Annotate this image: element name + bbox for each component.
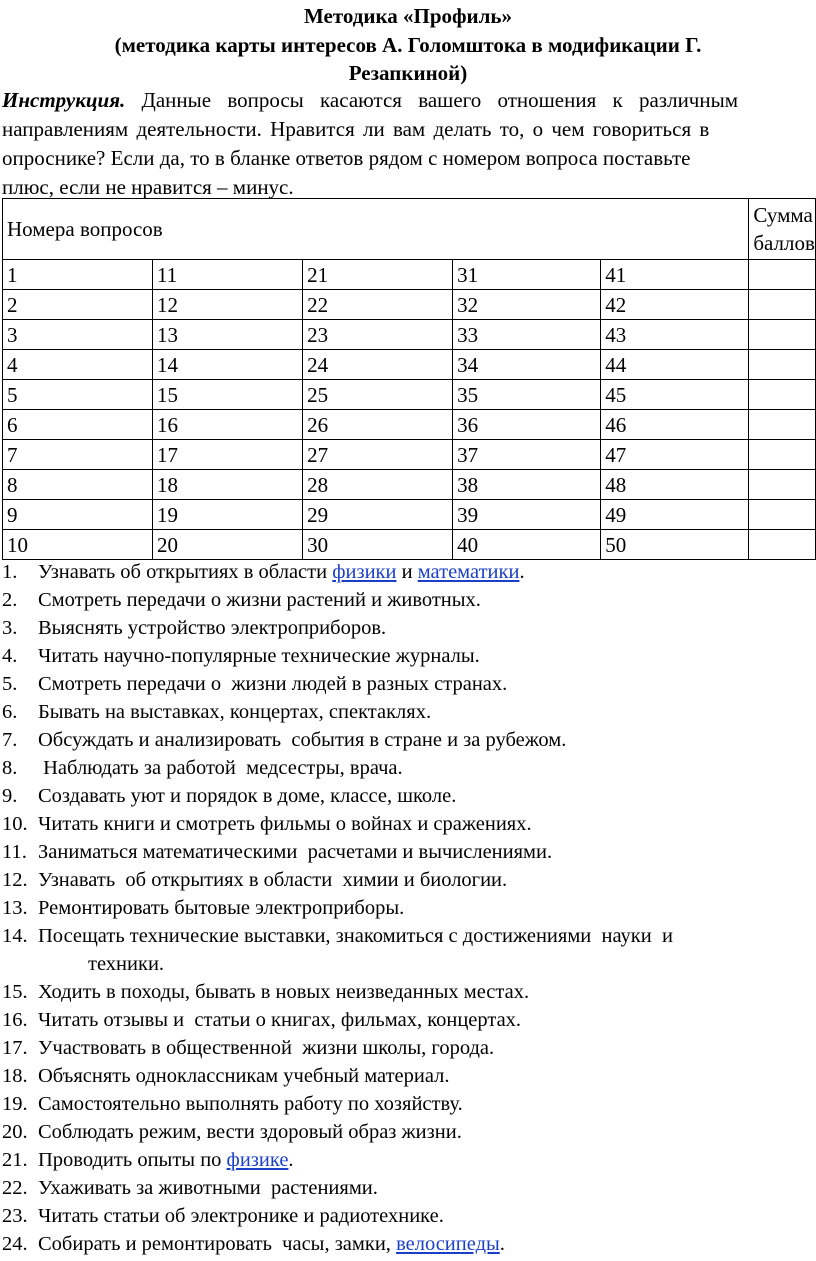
item-text: Читать книги и смотреть фильмы о войнах и сражениях. xyxy=(38,813,532,835)
item-number: 18. xyxy=(2,1065,28,1087)
item-text: Соблюдать режим, вести здоровый образ жизни. xyxy=(38,1121,462,1143)
list-item xyxy=(0,1146,816,1174)
sum-cell[interactable] xyxy=(749,470,816,500)
item-text: Читать научно-популярные технические журналы. xyxy=(38,645,480,667)
header-sum-line2: баллов xyxy=(753,231,815,255)
table-cell: 34 xyxy=(453,350,601,380)
sum-cell[interactable] xyxy=(749,290,816,320)
item-text: Наблюдать за работой медсестры, врача. xyxy=(38,757,403,779)
table-cell: 21 xyxy=(303,260,453,290)
item-number: 4. xyxy=(2,645,18,667)
table-cell: 15 xyxy=(153,380,303,410)
item-text-part: . xyxy=(499,1233,505,1255)
sum-cell[interactable] xyxy=(749,410,816,440)
table-row xyxy=(3,500,816,530)
item-text: Ухаживать за животными растениями. xyxy=(38,1177,378,1199)
list-item xyxy=(0,1118,816,1146)
instruction-text-1: Данные вопросы касаются вашего отношения к различным xyxy=(141,88,739,112)
sum-cell[interactable] xyxy=(749,350,816,380)
table-row xyxy=(3,410,816,440)
table-cell: 46 xyxy=(601,410,749,440)
item-number: 6. xyxy=(2,701,18,723)
page-subtitle-line1: (методика карты интересов А. Голомштока в модификации Г. xyxy=(114,33,702,57)
item-text: Обсуждать и анализировать события в стране и за рубежом. xyxy=(38,729,567,751)
item-number: 23. xyxy=(2,1205,28,1227)
list-item xyxy=(0,670,816,698)
table-cell: 40 xyxy=(453,530,601,560)
table-row xyxy=(3,260,816,290)
table-cell: 3 xyxy=(3,320,153,350)
table-cell: 18 xyxy=(153,470,303,500)
table-cell: 47 xyxy=(601,440,749,470)
item-number: 24. xyxy=(2,1233,28,1255)
item-text: Заниматься математическими расчетами и вычислениями. xyxy=(38,841,553,863)
table-cell: 16 xyxy=(153,410,303,440)
item-number: 10. xyxy=(2,813,28,835)
list-item xyxy=(0,1034,816,1062)
table-cell: 33 xyxy=(453,320,601,350)
item-text xyxy=(38,1230,505,1258)
list-item xyxy=(0,782,816,810)
table-cell: 41 xyxy=(601,260,749,290)
item-number: 2. xyxy=(2,589,18,611)
sum-cell[interactable] xyxy=(749,500,816,530)
list-item xyxy=(0,1062,816,1090)
item-text: Бывать на выставках, концертах, спектаклях. xyxy=(38,701,432,723)
list-item xyxy=(0,1090,816,1118)
item-number: 12. xyxy=(2,869,28,891)
item-text: Читать отзывы и статьи о книгах, фильмах, концертах. xyxy=(38,1009,522,1031)
sum-cell[interactable] xyxy=(749,440,816,470)
table-cell: 12 xyxy=(153,290,303,320)
list-item xyxy=(0,894,816,922)
table-cell: 45 xyxy=(601,380,749,410)
item-text: Участвовать в общественной жизни школы, города. xyxy=(38,1037,495,1059)
table-cell: 9 xyxy=(3,500,153,530)
table-row xyxy=(3,530,816,560)
table-cell: 27 xyxy=(303,440,453,470)
table-cell: 29 xyxy=(303,500,453,530)
table-row xyxy=(3,470,816,500)
item-text-part: . xyxy=(288,1149,294,1171)
table-cell: 48 xyxy=(601,470,749,500)
sum-cell[interactable] xyxy=(749,380,816,410)
item-text: Создавать уют и порядок в доме, классе, школе. xyxy=(38,785,457,807)
table-cell: 30 xyxy=(303,530,453,560)
table-cell: 25 xyxy=(303,380,453,410)
item-text: Выяснять устройство электроприборов. xyxy=(38,617,387,639)
item-text: Объяснять одноклассникам учебный материал. xyxy=(38,1065,450,1087)
link-bicycles[interactable]: велосипеды xyxy=(396,1233,500,1255)
sum-cell[interactable] xyxy=(749,260,816,290)
item-text: Ходить в походы, бывать в новых неизведанных местах. xyxy=(38,981,530,1003)
item-text: Ремонтировать бытовые электроприборы. xyxy=(38,897,405,919)
list-item xyxy=(0,838,816,866)
list-item xyxy=(0,586,816,614)
table-row xyxy=(3,440,816,470)
table-cell: 7 xyxy=(3,440,153,470)
table-cell: 11 xyxy=(153,260,303,290)
item-number: 20. xyxy=(2,1121,28,1143)
header-sum-line1: Сумма xyxy=(753,203,813,227)
list-item xyxy=(0,1174,816,1202)
list-item xyxy=(0,726,816,754)
table-cell: 35 xyxy=(453,380,601,410)
table-cell: 39 xyxy=(453,500,601,530)
item-number: 17. xyxy=(2,1037,28,1059)
list-item xyxy=(0,1006,816,1034)
table-row xyxy=(3,320,816,350)
item-text: Посещать технические выставки, знакомиться с достижениями науки и xyxy=(38,925,673,947)
link-physics[interactable]: физики xyxy=(332,561,397,583)
table-cell: 5 xyxy=(3,380,153,410)
item-text: Самостоятельно выполнять работу по хозяйству. xyxy=(38,1093,463,1115)
table-row xyxy=(3,350,816,380)
list-item xyxy=(0,978,816,1006)
table-row xyxy=(3,290,816,320)
table-cell: 28 xyxy=(303,470,453,500)
table-cell: 19 xyxy=(153,500,303,530)
list-item xyxy=(0,698,816,726)
table-cell: 4 xyxy=(3,350,153,380)
header-sum-points xyxy=(749,199,816,260)
list-item xyxy=(0,1230,816,1258)
item-text: Смотреть передачи о жизни растений и животных. xyxy=(38,589,481,611)
question-list xyxy=(0,558,816,1258)
item-number: 3. xyxy=(2,617,18,639)
item-text: Смотреть передачи о жизни людей в разных странах. xyxy=(38,673,508,695)
instruction-line-1 xyxy=(2,86,816,115)
list-item xyxy=(0,1202,816,1230)
link-mathematics[interactable]: математики xyxy=(417,561,520,583)
header-question-numbers: Номера вопросов xyxy=(3,199,749,260)
instruction-line-2: направлениям деятельности. Нравится ли вам делать то, о чем говориться в xyxy=(2,117,710,141)
list-item xyxy=(0,558,816,586)
instruction-line-3: опроснике? Если да, то в бланке ответов рядом с номером вопроса поставьте xyxy=(2,146,691,170)
item-number: 15. xyxy=(2,981,28,1003)
table-cell: 10 xyxy=(3,530,153,560)
item-number: 5. xyxy=(2,673,18,695)
item-number: 19. xyxy=(2,1093,28,1115)
item-text-part: . xyxy=(519,561,525,583)
answer-sheet-table xyxy=(2,198,816,560)
table-cell: 13 xyxy=(153,320,303,350)
list-item xyxy=(0,614,816,642)
item-number: 13. xyxy=(2,897,28,919)
item-text-part: Собирать и ремонтировать часы, замки, xyxy=(38,1233,397,1255)
table-cell: 20 xyxy=(153,530,303,560)
table-cell: 6 xyxy=(3,410,153,440)
item-number: 7. xyxy=(2,729,18,751)
item-number: 1. xyxy=(2,561,18,583)
table-cell: 49 xyxy=(601,500,749,530)
page-title: Методика «Профиль» xyxy=(303,4,513,28)
table-cell: 44 xyxy=(601,350,749,380)
table-row xyxy=(3,380,816,410)
item-text-continued: техники. xyxy=(88,953,165,975)
instruction-line-4: плюс, если не нравится – минус. xyxy=(2,175,294,199)
table-cell: 22 xyxy=(303,290,453,320)
table-header-row xyxy=(3,199,816,260)
table-cell: 42 xyxy=(601,290,749,320)
table-cell: 1 xyxy=(3,260,153,290)
item-number: 22. xyxy=(2,1177,28,1199)
list-item xyxy=(0,866,816,894)
sum-cell[interactable] xyxy=(749,320,816,350)
table-cell: 37 xyxy=(453,440,601,470)
item-text-part: Проводить опыты по xyxy=(38,1149,227,1171)
page-subtitle-line2: Резапкиной) xyxy=(348,61,468,85)
table-cell: 14 xyxy=(153,350,303,380)
list-item xyxy=(0,922,816,978)
table-cell: 26 xyxy=(303,410,453,440)
item-number: 14. xyxy=(2,925,28,947)
instruction-label: Инструкция. xyxy=(2,88,126,112)
table-cell: 24 xyxy=(303,350,453,380)
item-text xyxy=(38,1146,294,1174)
table-cell: 32 xyxy=(453,290,601,320)
item-number: 8. xyxy=(2,757,18,779)
table-cell: 23 xyxy=(303,320,453,350)
item-number: 21. xyxy=(2,1149,28,1171)
item-text: Узнавать об открытиях в области химии и биологии. xyxy=(38,869,508,891)
list-item xyxy=(0,754,816,782)
item-text-part: Узнавать об открытиях в области xyxy=(38,561,333,583)
item-text xyxy=(38,558,525,586)
item-text-part: и xyxy=(396,561,418,583)
item-number: 9. xyxy=(2,785,18,807)
list-item xyxy=(0,810,816,838)
table-cell: 8 xyxy=(3,470,153,500)
table-cell: 36 xyxy=(453,410,601,440)
sum-cell[interactable] xyxy=(749,530,816,560)
item-number: 16. xyxy=(2,1009,28,1031)
item-text: Читать статьи об электронике и радиотехнике. xyxy=(38,1205,444,1227)
list-item xyxy=(0,642,816,670)
table-cell: 17 xyxy=(153,440,303,470)
table-cell: 50 xyxy=(601,530,749,560)
item-number: 11. xyxy=(2,841,27,863)
table-cell: 2 xyxy=(3,290,153,320)
table-cell: 38 xyxy=(453,470,601,500)
table-cell: 31 xyxy=(453,260,601,290)
link-physics-experiments[interactable]: физике xyxy=(226,1149,289,1171)
table-cell: 43 xyxy=(601,320,749,350)
